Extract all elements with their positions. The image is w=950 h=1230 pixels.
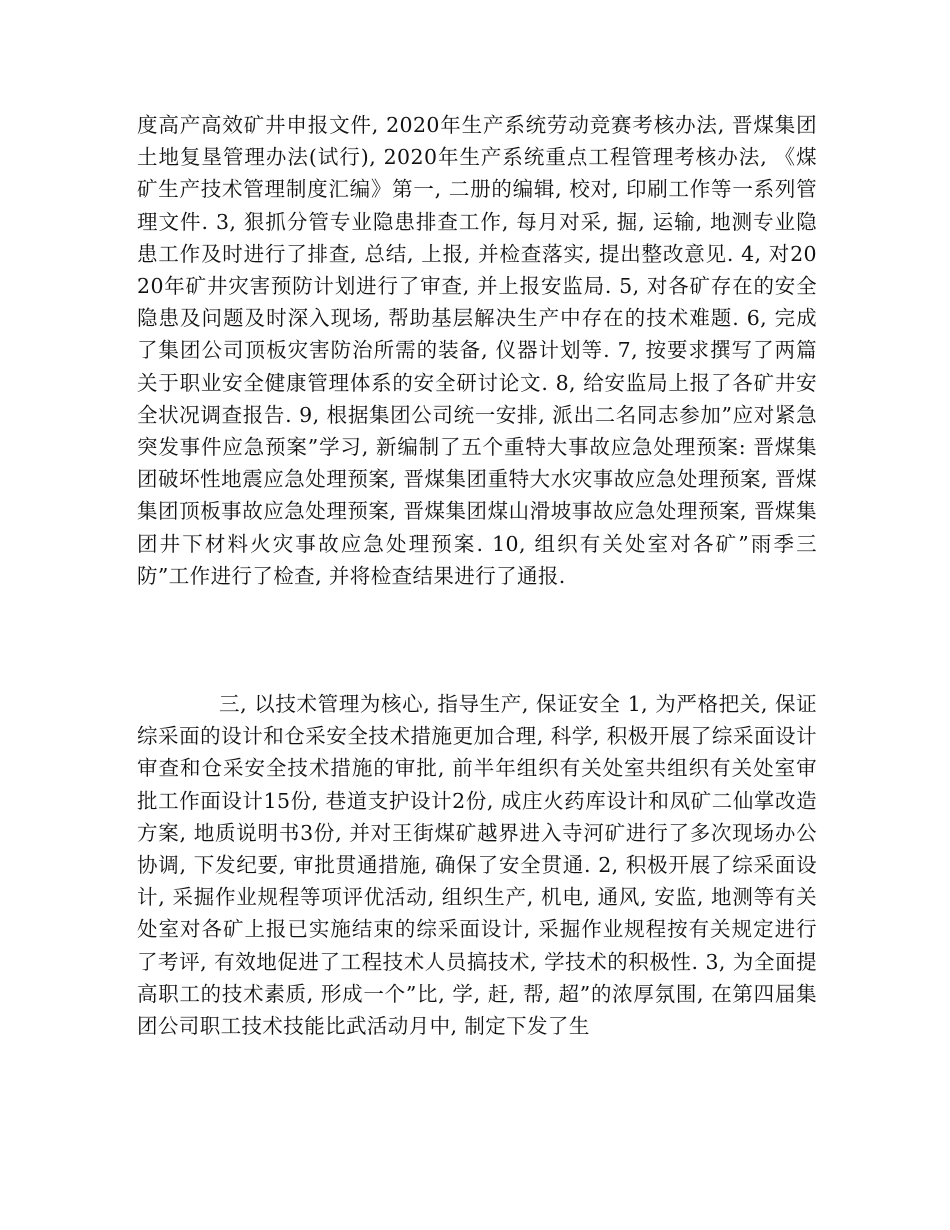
body-paragraph-1 bbox=[137, 109, 817, 592]
body-paragraph-2 bbox=[137, 688, 817, 1042]
paragraph-text: 三, 以技术管理为核心, 指导生产, 保证安全 1, 为严格把关, 保证综采面的设计和仓采安全技术措施更加合理, 科学, 积极开展了综采面设计审查和仓采安全技术措施的审批, 前半年组织有关处室共组织有关处室审批工作面设计15份, 巷道支护设计2份, 成庄火药库设计和凤矿二仙掌改造方案, 地质说明书3份, 并对王街煤矿越界进入寺河矿进行了多次现场办公协调, 下发纪要, 审批贯通措施, 确保了安全贯通. 2, 积极开展了综采面设计, 采掘作业规程等项评优活动, 组织生产, 机电, 通风, 安监, 地测等有关处室对各矿上报已实施结束的综采面设计, 采掘作业规程按有关规定进行了考评, 有效地促进了工程技术人员搞技术, 学技术的积极性. 3, 为全面提高职工的技术素质, 形成一个”比, 学, 赶, 帮, 超”的浓厚氛围, 在第四届集团公司职工技术技能比武活动月中, 制定下发了生 bbox=[137, 692, 817, 1039]
paragraph-text: 度高产高效矿井申报文件, 2020年生产系统劳动竞赛考核办法, 晋煤集团土地复垦管理办法(试行), 2020年生产系统重点工程管理考核办法, 《煤矿生产技术管理制度汇编》第一, 二册的编辑, 校对, 印刷工作等一系列管理文件. 3, 狠抓分管专业隐患排查工作, 每月对采, 掘, 运输, 地测专业隐患工作及时进行了排查, 总结, 上报, 并检查落实, 提出整改意见. 4, 对2020年矿井灾害预防计划进行了审查, 并上报安监局. 5, 对各矿存在的安全隐患及问题及时深入现场, 帮助基层解决生产中存在的技术难题. 6, 完成了集团公司顶板灾害防治所需的装备, 仪器计划等. 7, 按要求撰写了两篇关于职业安全健康管理体系的安全研讨论文. 8, 给安监局上报了各矿井安全状况调查报告. 9, 根据集团公司统一安排, 派出二名同志参加”应对紧急突发事件应急预案”学习, 新编制了五个重特大事故应急处理预案: 晋煤集团破坏性地震应急处理预案, 晋煤集团重特大水灾事故应急处理预案, 晋煤集团顶板事故应急处理预案, 晋煤集团煤山滑坡事故应急处理预案, 晋煤集团井下材料火灾事故应急处理预案. 10, 组织有关处室对各矿”雨季三防”工作进行了检查, 并将检查结果进行了通报. bbox=[137, 113, 817, 588]
